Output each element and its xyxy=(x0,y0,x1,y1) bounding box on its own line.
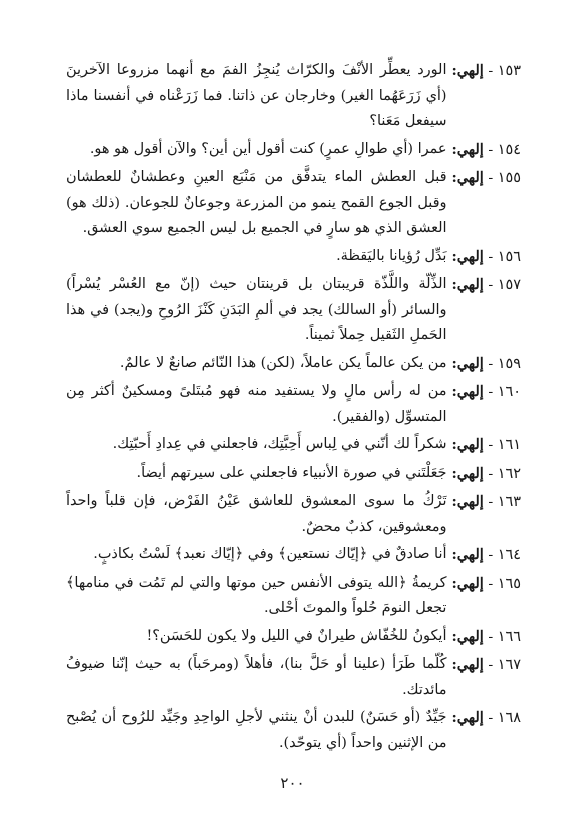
entry-heading: إلهي xyxy=(456,383,484,400)
entry-heading: إلهي xyxy=(456,247,484,265)
entry xyxy=(66,432,521,459)
entry-number: ١٦٨ xyxy=(497,710,521,726)
entry-heading: إلهي xyxy=(456,493,484,510)
entry-number: ١٦١ xyxy=(497,437,521,453)
entry xyxy=(66,461,521,488)
entry-heading: إلهي xyxy=(456,276,484,293)
entry-text: تَرْكُ ما سوى المعشوق للعاشق عَيْنُ الفَرْض، فإن قلباً واحداً ومعشوقين، كذبٌ محضٌ. xyxy=(66,493,447,535)
entry-text: جَعَلْتَني في صورة الأنبياء فاجعلني على سيرتهم أيضاً. xyxy=(136,464,447,481)
entry-text: جَيِّدٌ (أو حَسَنٌ) للبدن أنْ ينثني لأجلِ الواحِدِ وجَيِّد للرُوح أن يُصْبح من الإثنين واحداً (أي يتوحّد). xyxy=(66,709,447,751)
entry-lead: ١٦١ - إلهي: xyxy=(451,436,521,453)
entry-number: ١٥٧ xyxy=(497,277,521,293)
entry-lead: ١٦٣ - إلهي: xyxy=(451,493,521,510)
entry-lead: ١٥٤ - إلهي: xyxy=(451,140,521,158)
entry xyxy=(66,272,521,349)
entry xyxy=(66,489,521,540)
entry-text: أيكونُ للخُفّاش طيرانٌ في الليل ولا يكون للحَسَن؟! xyxy=(146,627,447,644)
entry-heading: إلهي xyxy=(456,354,484,372)
entry-number: ١٥٣ xyxy=(497,63,521,79)
entry-number: ١٥٦ xyxy=(497,248,521,265)
entry-lead: ١٥٧ - إلهي: xyxy=(451,276,521,293)
entry-heading: إلهي xyxy=(456,709,484,726)
entry xyxy=(66,244,521,271)
entry-heading: إلهي xyxy=(456,464,484,482)
entry-text: عمرا (أي طوالِ عمرٍ) كنت أقول أين أين؟ والآن أقول هو هو. xyxy=(89,140,447,157)
entry-lead: ١٦٢ - إلهي: xyxy=(451,464,521,482)
entry-text: كُلّما طَرَأ (علينا أو حَلَّ بنا)، فأهلاً (ومرحَباً) به حيث إنّنا ضيوفُ مائدتك. xyxy=(66,656,447,698)
entry-heading: إلهي xyxy=(456,546,484,563)
entry-text: بَدِّل رُؤيانا باليَقظة. xyxy=(336,247,447,264)
entry-text: من يكن عالماً يكن عاملاً، (لكن) هذا النّائم صانعٌ لا عالمٌ. xyxy=(119,354,447,371)
entry-lead: ١٥٦ - إلهي: xyxy=(451,247,521,265)
entry-text: كريمةُ ﴿الله يتوفى الأنفس حين موتها والتي لم تَمُت في منامها﴾ تجعل النومَ حُلواً والموتَ أحْلى. xyxy=(66,574,447,616)
entry-lead: ١٦٤ - إلهي: xyxy=(451,546,521,563)
entry xyxy=(66,379,521,430)
entry-lead: ١٦٧ - إلهي: xyxy=(451,656,521,673)
page-body xyxy=(66,58,521,758)
entry-lead: ١٦٨ - إلهي: xyxy=(451,709,521,726)
entry-heading: إلهي xyxy=(456,656,484,673)
entry-heading: إلهي xyxy=(456,62,484,79)
entry-lead: ١٦٦ - إلهي: xyxy=(451,627,521,645)
entry xyxy=(66,137,521,164)
entry-lead: ١٦٠ - إلهي: xyxy=(451,383,521,400)
entry-number: ١٦٢ xyxy=(497,465,521,482)
entry xyxy=(66,58,521,135)
entry-heading: إلهي xyxy=(456,436,484,453)
entry-text: قبل العطش الماء يتدفَّق من مَنْبَع العينِ وعطشانٌ للعطشان وقبل الجوع القمح ينمو من المزرعة وجوعانٌ للجوعان. (ذلك هو) العشق الذي هو سارٍ في الجميع بل ليس الجميع سوي العشق. xyxy=(66,169,447,236)
entry-lead: ١٥٣ - إلهي: xyxy=(451,62,521,79)
entry xyxy=(66,571,521,622)
entry-number: ١٦٦ xyxy=(497,628,521,645)
entry-number: ١٥٤ xyxy=(497,141,521,158)
entry xyxy=(66,542,521,569)
entry-number: ١٦٣ xyxy=(497,494,521,510)
entry-number: ١٦٤ xyxy=(497,547,521,563)
entry-number: ١٥٥ xyxy=(497,170,521,186)
entry-heading: إلهي xyxy=(456,574,484,592)
entry-lead: ١٥٥ - إلهي: xyxy=(451,169,521,186)
entry-text: الذِّلّة واللَّذّة قريبتان بل قرينتان حيث (إنّ مع العُسْر يُسْراً) والسائر (أو السالك) يجد في ألمِ البَدَنِ كَنْزَ الرُوحِ و(يجد) في هذا الحَملِ الثَقيل حِملاً ثميناً. xyxy=(66,276,447,343)
entry xyxy=(66,165,521,242)
entry-text: من له رأس مالٍ ولا يستفيد منه فهو مُبتَلىً ومسكينٌ أكثر مِن المتسوِّل (والفقير). xyxy=(66,383,447,425)
entry xyxy=(66,624,521,651)
entry-text: شكراً لك أنّني في لِباس أَحِبَّتِك، فاجعلني في عِدادِ أَحبّتِك. xyxy=(112,436,447,452)
entry-number: ١٥٩ xyxy=(497,355,521,372)
entry-text: الورد يعطِّر الأنْفَ والكرّاث يُنجِزُ الفمَ مع أنهما مزروعا الآخرينَ (أي زَرَعَهُما الغير) وخارجان عن ذاتنا. فما زَرَعْناه في أنفسنا ماذا سيفعل مَعَنا؟ xyxy=(66,62,447,129)
page-number: ٢٠٠ xyxy=(280,774,305,792)
entry-text: أنا صادقٌ في ﴿إيّاك نستعين﴾ وفي ﴿إيّاك نعبد﴾ لَسْتُ بكاذبٍ. xyxy=(93,546,447,562)
entry-lead: ١٦٥ - إلهي: xyxy=(451,574,521,592)
entry-heading: إلهي xyxy=(456,140,484,158)
entry-lead: ١٥٩ - إلهي: xyxy=(451,354,521,372)
entry-number: ١٦٠ xyxy=(497,384,521,400)
entry-number: ١٦٧ xyxy=(497,657,521,673)
entry xyxy=(66,705,521,756)
entry xyxy=(66,351,521,378)
entry-number: ١٦٥ xyxy=(497,575,521,592)
entry xyxy=(66,652,521,703)
entry-heading: إلهي xyxy=(456,169,484,186)
entry-heading: إلهي xyxy=(456,627,484,645)
